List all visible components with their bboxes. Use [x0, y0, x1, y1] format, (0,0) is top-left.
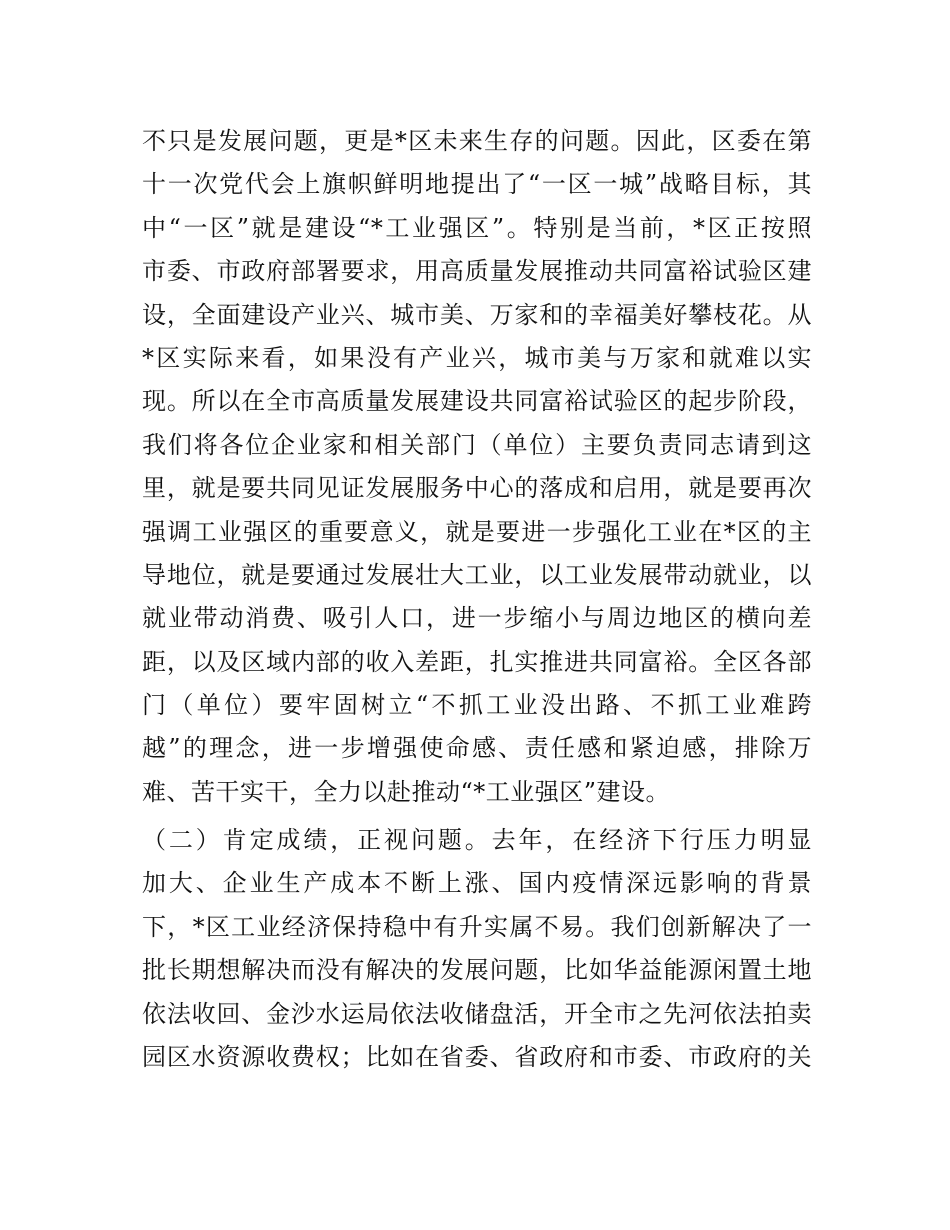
- paragraph-line: 越”的理念，进一步增强使命感、责任感和紧迫感，排除万: [142, 734, 812, 763]
- paragraph-line: 加大、企业生产成本不断上涨、国内疫情深远影响的背景: [142, 869, 812, 898]
- paragraph-line: 就业带动消费、吸引人口，进一步缩小与周边地区的横向差: [142, 604, 812, 633]
- paragraph-line: 导地位，就是要通过发展壮大工业，以工业发展带动就业，以: [142, 560, 812, 589]
- paragraph-line: 市委、市政府部署要求，用高质量发展推动共同富裕试验区建: [142, 257, 812, 286]
- paragraph-line: 下，*区工业经济保持稳中有升实属不易。我们创新解决了一: [142, 912, 812, 941]
- paragraph-line: 园区水资源收费权；比如在省委、省政府和市委、市政府的关: [142, 1042, 812, 1071]
- paragraph-line: 批长期想解决而没有解决的发展问题，比如华益能源闲置土地: [142, 956, 812, 985]
- paragraph-line: 难、苦干实干，全力以赴推动“*工业强区”建设。: [142, 777, 671, 806]
- paragraph-line: 中“一区”就是建设“*工业强区”。特别是当前，*区正按照: [142, 213, 812, 242]
- paragraph-line: 依法收回、金沙水运局依法收储盘活，开全市之先河依法拍卖: [142, 999, 812, 1028]
- paragraph-line: *区实际来看，如果没有产业兴，城市美与万家和就难以实: [142, 343, 812, 372]
- paragraph-line: 设，全面建设产业兴、城市美、万家和的幸福美好攀枝花。从: [142, 300, 812, 329]
- paragraph-line: 距，以及区域内部的收入差距，扎实推进共同富裕。全区各部: [142, 647, 812, 676]
- paragraph-line: 强调工业强区的重要意义，就是要进一步强化工业在*区的主: [142, 517, 812, 546]
- paragraph-line: 门（单位）要牢固树立“不抓工业没出路、不抓工业难跨: [142, 691, 812, 720]
- paragraph-line: 不只是发展问题，更是*区未来生存的问题。因此，区委在第: [142, 127, 812, 155]
- paragraph-line: 我们将各位企业家和相关部门（单位）主要负责同志请到这: [142, 430, 812, 459]
- paragraph-line: 里，就是要共同见证发展服务中心的落成和启用，就是要再次: [142, 474, 812, 503]
- paragraph-2: [142, 819, 812, 1079]
- paragraph-1: [142, 120, 812, 814]
- paragraph-line: 十一次党代会上旗帜鲜明地提出了“一区一城”战略目标，其: [142, 170, 812, 199]
- paragraph-line: 现。所以在全市高质量发展建设共同富裕试验区的起步阶段，: [142, 387, 812, 416]
- paragraph-line: （二）肯定成绩，正视问题。去年，在经济下行压力明显: [142, 826, 812, 854]
